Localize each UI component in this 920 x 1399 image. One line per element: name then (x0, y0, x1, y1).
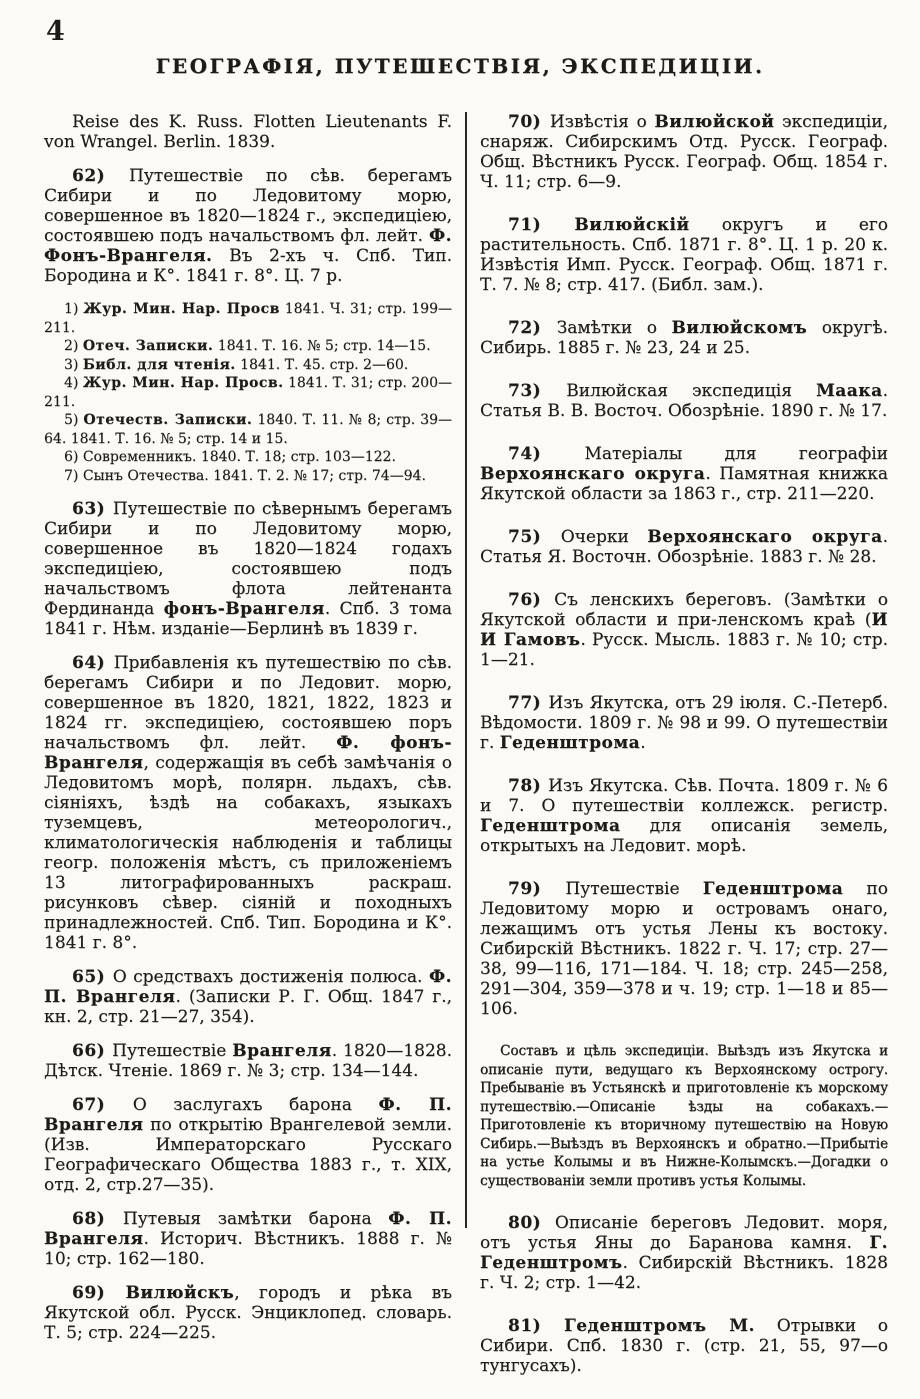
entry-text-segment: экспедиціи, снаряж. Сибирскимъ Отд. Русск. Географ. Общ. Вѣстникъ Русск. Географ. Общ. 1854 г. Ч. 11; стр. 6—9. (480, 112, 888, 192)
entry-text-segment: Путешествіе (112, 1041, 233, 1061)
entry-text-segment: , городъ и рѣка въ Якутской обл. Русск. Энциклопед. словарь. Т. 5; стр. 224—225. (44, 1283, 452, 1343)
entry-number: 74) (508, 444, 585, 464)
bibliography-entry (44, 1283, 452, 1343)
entry-bold-segment: Маака (815, 381, 883, 401)
entry-text-segment: Прибавленія къ путешествію по сѣв. берегамъ Сибири и по Ледовит. морю, совершенное въ 1820, 1821, 1822, 1823 и 1824 гг. экспедиціею, состоявшею поръ начальствомъ фл. лейт. (44, 653, 452, 753)
entry-text-segment: Изъ Якутска. Сѣв. Почта. 1809 г. № 6 и 7. О путешествіи коллежск. регистр. (480, 776, 888, 816)
entry-text-segment: О средствахъ достиженія полюса. (112, 967, 429, 987)
entry-text-segment: округѣ. Сибирь. 1885 г. № 23, 24 и 25. (480, 318, 888, 358)
footnote-line (44, 448, 452, 467)
entry-bold-segment: Отеч. Записки. (82, 338, 214, 354)
page-header: ГЕОГРАФІЯ, ПУТЕШЕСТВІЯ, ЭКСПЕДИЦІИ. (155, 54, 765, 78)
bibliography-entry (480, 693, 888, 753)
footnote-line (44, 374, 452, 411)
bibliography-entry (44, 1209, 452, 1269)
entry-number: 81) (508, 1316, 564, 1336)
entry-bold-segment: Ф. П. Врангеля (44, 967, 452, 1007)
entry-text-segment: Reise des K. Russ. Flotten Lieutenants F. von Wrangel. Berlin. 1839. (44, 112, 452, 152)
entry-number: 78) (508, 776, 549, 796)
entry-text-segment: . 1820—1828. Дѣтск. Чтеніе. 1869 г. № 3; стр. 134—144. (44, 1041, 452, 1081)
entry-bold-segment: Библ. для чтенія. (82, 356, 236, 373)
entry-text-segment: 2) (64, 338, 83, 354)
continuation-paragraph (44, 112, 452, 152)
right-column (480, 112, 888, 1399)
entry-text-segment: Съ ленскихъ береговъ. (Замѣтки о Якутской области и при-ленскомъ краѣ ( (480, 590, 888, 630)
entry-bold-segment: Геденштромъ М. (563, 1316, 755, 1336)
column-divider (465, 112, 467, 1228)
bibliography-entry (480, 1316, 888, 1376)
entry-number: 69) (72, 1283, 126, 1303)
entry-bold-segment: Верхоянскаго округа (647, 527, 883, 547)
entry-text-segment: 1840. Т. 11. № 8; стр. 39—64. 1841. Т. 16. № 5; стр. 14 и 15. (44, 412, 452, 447)
entry-text-segment: округъ и его растительность. Спб. 1871 г. 8°. Ц. 1 р. 20 к. Извѣстія Имп. Русск. Географ. Общ. 1871 г. Т. 7. № 8; стр. 417. (Библ. зам.). (480, 215, 888, 295)
entry-number: 64) (72, 653, 114, 673)
bibliography-entry (480, 318, 888, 358)
entry-number: 76) (508, 590, 555, 610)
entry-text-segment: , содержащія въ себѣ замѣчанія о Ледовитомъ морѣ, полярн. льдахъ, сѣв. сіяніяхъ, ѣздѣ на собакахъ, языкахъ туземцевъ, метеорологич., климатологическія наблюденія и таблицы геогр. положенія мѣстъ, съ приложеніемъ 13 литографированныхъ раскраш. рисунковъ сѣвер. сіяній и походныхъ принадлежностей. Спб. Тип. Бородина и К°. 1841 г. 8°. (44, 753, 452, 953)
entry-bold-segment: Вилюйскій (574, 215, 690, 235)
entry-number: 79) (508, 879, 566, 899)
entry-bold-segment: Ф. фонъ-Врангеля (44, 733, 452, 773)
entry-bold-segment: Геденштрома (702, 879, 844, 899)
entry-bold-segment: Ф. П. Врангеля (44, 1095, 453, 1135)
entry-number: 65) (72, 967, 113, 987)
bibliography-entry (480, 444, 888, 504)
entry-text-segment: по открытію Врангелевой земли. (Изв. Императорскаго Русскаго Географическаго Общества 1883 г., т. XIX, отд. 2, стр.27—35). (44, 1115, 452, 1195)
bibliography-entry (480, 776, 888, 856)
bibliography-entry (480, 381, 888, 421)
bibliography-entry (44, 967, 452, 1027)
entry-text-segment: Замѣтки о (556, 318, 672, 338)
entry-text-segment: Отрывки о Сибири. Спб. 1830 г. (стр. 21, 55, 97—о тунгусахъ). (480, 1316, 889, 1376)
entry-text-segment: . Русск. Мысль. 1883 г. № 10; стр. 1—21. (480, 630, 888, 670)
entry-bold-segment: Вилюйскъ (125, 1283, 235, 1303)
entry-text-segment: по Ледовитому морю и островамъ онаго, лежащимъ отъ устья Лены къ востоку. Сибирскій Вѣстникъ. 1822 г. Ч. 17; стр. 27—38, 99—116, 171—184. Ч. 18; стр. 245—258, 291—304, 359—378 и ч. 19; стр. 1—18 и 85—106. (480, 879, 888, 1019)
entry-number: 73) (508, 381, 567, 401)
bibliography-entry (44, 1041, 452, 1081)
entry-text-segment: Путешествіе по сѣвернымъ берегамъ Сибири и по Ледовитому морю, совершенное въ 1820—1824 годахъ экспедиціею, состоявшею подъ начальствомъ флота лейтенанта Фердинанда (44, 499, 452, 619)
two-column-layout (0, 112, 920, 1399)
expedition-summary-note (480, 1042, 888, 1190)
entry-bold-segment: Геденштрома (499, 733, 641, 753)
entry-text-segment: Вилюйская экспедиція (566, 381, 816, 401)
entry-number: 66) (72, 1041, 113, 1061)
bibliography-entry (480, 112, 888, 192)
entry-text-segment: Путешествіе по сѣв. берегамъ Сибири и по Ледовитому морю, совершенное въ 1820—1824 г., экспедиціею, состоявшею подъ начальствомъ фл. лейт. (44, 166, 452, 246)
entry-bold-segment: Врангеля (232, 1041, 332, 1061)
entry-number: 70) (508, 112, 550, 132)
entry-number: 68) (72, 1209, 123, 1229)
entry-text-segment: Очерки (560, 527, 648, 547)
entry-number: 71) (508, 215, 575, 235)
entry-text-segment: Путевыя замѣтки барона (122, 1209, 389, 1229)
entry-bold-segment: Ф. П. Врангеля (44, 1209, 452, 1249)
bibliography-entry (44, 653, 452, 953)
entry-bold-segment: Вилюйской (654, 112, 775, 132)
entry-text-segment: Составъ и цѣль экспедиціи. Выѣздъ изъ Якутска и описаніе пути, ведущаго къ Верхоянскому острогу. Пребываніе въ Устьянскѣ и приготовленіе къ морскому путешествію.—Описаніе ѣзды на собакахъ.—Приготовленіе къ вторичному путешествію на Новую Сибирь.—Выѣздъ въ Верхоянскъ и обратно.—Прибытіе на устье Колымы и въ Нижне-Колымскъ.—Догадки о существованіи земли противъ устья Колымы. (480, 1043, 888, 1189)
entry-text-segment: 3) (64, 356, 83, 373)
entry-text-segment: . Историч. Вѣстникъ. 1888 г. № 10; стр. 162—180. (44, 1229, 452, 1269)
bibliography-entry (480, 1213, 888, 1293)
entry-text-segment: 1841. Т. 31; стр. 200—211. (44, 375, 452, 410)
entry-text-segment: 1841. Т. 16. № 5; стр. 14—15. (213, 338, 431, 354)
entry-text-segment: 4) (64, 375, 83, 391)
entry-text-segment: . Сибирскій Вѣстникъ. 1828 г. Ч. 2; стр. 1—42. (480, 1253, 888, 1293)
entry-bold-segment: Жур. Мин. Нар. Просв. (82, 375, 284, 391)
entry-text-segment: . (640, 733, 646, 753)
entry-number: 62) (72, 166, 129, 186)
entry-number: 67) (72, 1095, 133, 1115)
entry-number: 80) (508, 1213, 555, 1233)
footnote-line (44, 411, 452, 448)
entry-text-segment: 6) Современникъ. 1840. Т. 18; стр. 103—122. (64, 449, 396, 465)
footnote-block (44, 300, 452, 485)
bibliography-entry (480, 527, 888, 567)
entry-text-segment: Путешествіе (565, 879, 703, 899)
bibliography-entry (44, 166, 452, 286)
bibliography-entry (44, 499, 452, 639)
entry-bold-segment: Отечеств. Записки. (83, 412, 253, 428)
footnote-line (44, 356, 452, 375)
entry-text-segment: 7) Сынъ Отечества. 1841. Т. 2. № 17; стр. 74—94. (64, 467, 426, 484)
entry-bold-segment: Г. Геденштромъ (480, 1233, 888, 1273)
page-number: 4 (46, 16, 65, 47)
entry-number: 75) (508, 527, 561, 547)
entry-number: 63) (72, 499, 113, 519)
entry-text-segment: . Спб. 3 тома 1841 г. Нѣм. изданіе—Берлинѣ въ 1839 г. (44, 599, 453, 639)
entry-text-segment: для описанія земель, открытыхъ на Ледовит. морѣ. (480, 816, 888, 856)
entry-text-segment: . Статья В. В. Восточ. Обозрѣніе. 1890 г. № 17. (480, 381, 888, 421)
entry-bold-segment: Ф. Фонъ-Врангеля. (44, 226, 452, 266)
entry-text-segment: Матеріалы для географіи (584, 444, 888, 464)
footnote-line (44, 467, 452, 486)
footnote-line (44, 337, 452, 356)
entry-text-segment: 5) (64, 412, 84, 428)
entry-bold-segment: Жур. Мин. Нар. Просв (83, 301, 280, 317)
entry-text-segment: 1) (64, 301, 84, 317)
entry-text-segment: 1841. Т. 45. стр. 2—60. (235, 356, 409, 373)
footnote-line (44, 300, 452, 337)
bibliography-entry (480, 215, 888, 295)
entry-text-segment: Въ 2-хъ ч. Спб. Тип. Бородина и К°. 1841 г. 8°. Ц. 7 р. (44, 246, 452, 286)
entry-text-segment: . Статья Я. Восточн. Обозрѣніе. 1883 г. № 28. (480, 527, 888, 567)
entry-bold-segment: Вилюйскомъ (671, 318, 808, 338)
entry-number: 77) (508, 693, 549, 713)
entry-text-segment: Изъ Якутска, отъ 29 іюля. С.-Петерб. Вѣдомости. 1809 г. № 98 и 99. О путешествіи г. (480, 693, 888, 753)
entry-text-segment: 1841. Ч. 31; стр. 199—211. (44, 301, 452, 336)
bibliography-entry (480, 879, 888, 1019)
entry-text-segment: . (Записки Р. Г. Общ. 1847 г., кн. 2, стр. 21—27, 354). (44, 987, 452, 1027)
bibliography-entry (480, 590, 888, 670)
entry-text-segment: Извѣстія о (549, 112, 655, 132)
entry-bold-segment: фонъ-Врангеля (163, 599, 325, 619)
entry-bold-segment: Верхоянскаго округа (480, 464, 706, 484)
bibliography-entry (44, 1095, 452, 1195)
entry-bold-segment: И И Гамовъ (480, 610, 888, 650)
entry-text-segment: . Памятная книжка Якутской области за 1863 г., стр. 211—220. (480, 464, 888, 504)
entry-text-segment: О заслугахъ барона (132, 1095, 379, 1115)
left-column (44, 112, 452, 1357)
entry-number: 72) (508, 318, 557, 338)
entry-bold-segment: Геденштрома (480, 816, 621, 836)
entry-text-segment: Описаніе береговъ Ледовит. моря, отъ устья Яны до Баранова камня. (480, 1213, 888, 1253)
